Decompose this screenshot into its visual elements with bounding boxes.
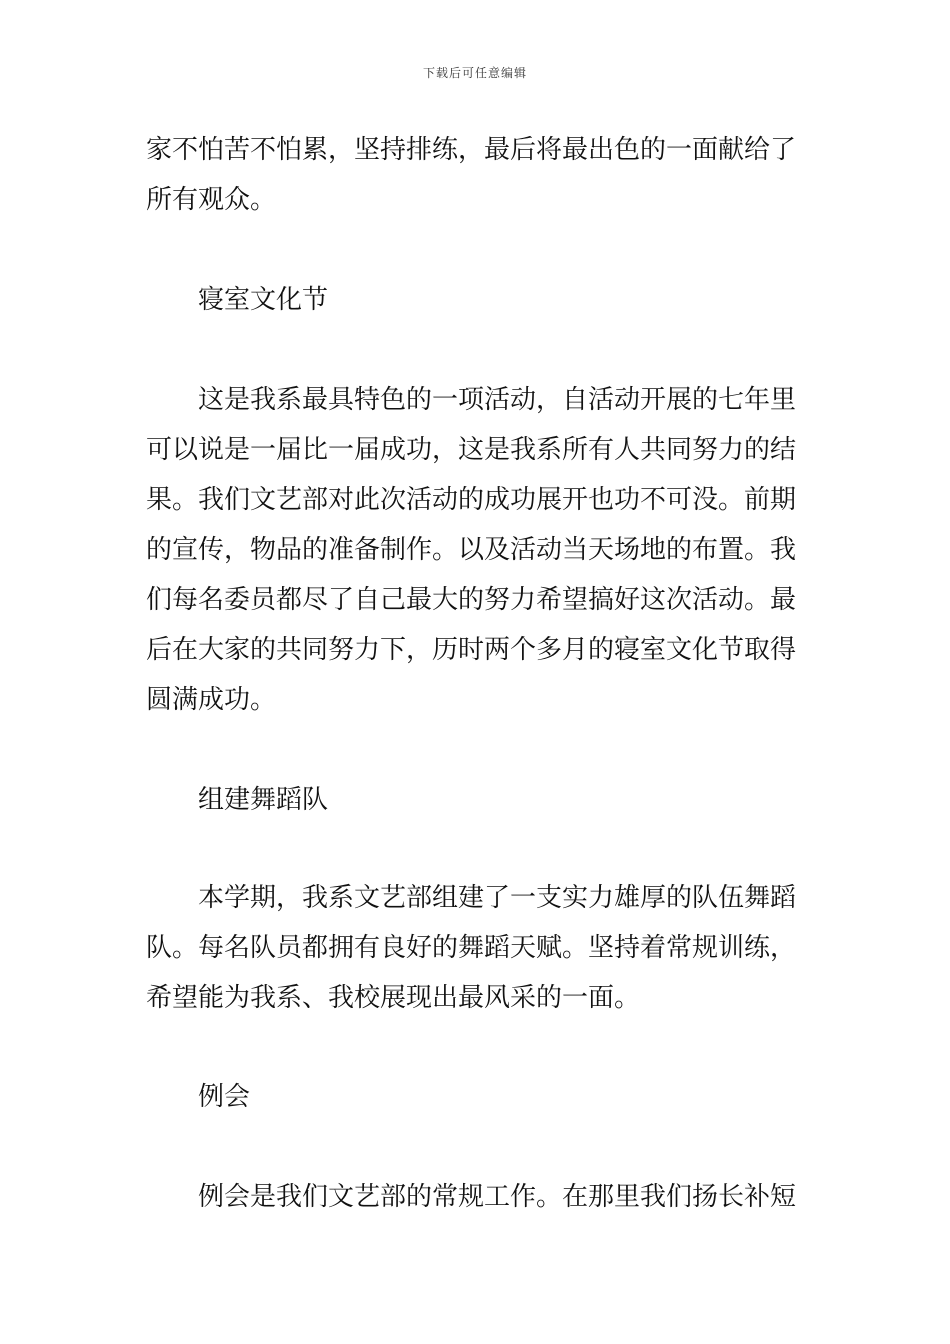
section-heading-dance-team: 组建舞蹈队 <box>198 785 329 815</box>
paragraph-dorm-culture: 这是我系最具特色的一项活动，自活动开展的七年里可以说是一届比一届成功，这是我系所有人共同努力的结果。我们文艺部对此次活动的成功展开也功不可没。前期的宣传，物品的准备制作。以及活动当天场地的布置。我们每名委员都尽了自己最大的努力希望搞好这次活动。最后在大家的共同努力下，历时两个多月的寝室文化节取得圆满成功。 <box>146 385 797 715</box>
paragraph-dance-team: 本学期，我系文艺部组建了一支实力雄厚的队伍舞蹈队。每名队员都拥有良好的舞蹈天赋。坚持着常规训练，希望能为我系、我校展现出最风采的一面。 <box>146 883 797 1013</box>
section-heading-meeting: 例会 <box>198 1082 251 1112</box>
section-heading-dorm-culture: 寝室文化节 <box>198 285 329 315</box>
page-header: 下载后可任意编辑 <box>422 66 527 80</box>
paragraph-meeting: 例会是我们文艺部的常规工作。在那里我们扬长补短 <box>198 1182 797 1212</box>
paragraph-continued: 家不怕苦不怕累，坚持排练，最后将最出色的一面献给了所有观众。 <box>146 135 797 215</box>
